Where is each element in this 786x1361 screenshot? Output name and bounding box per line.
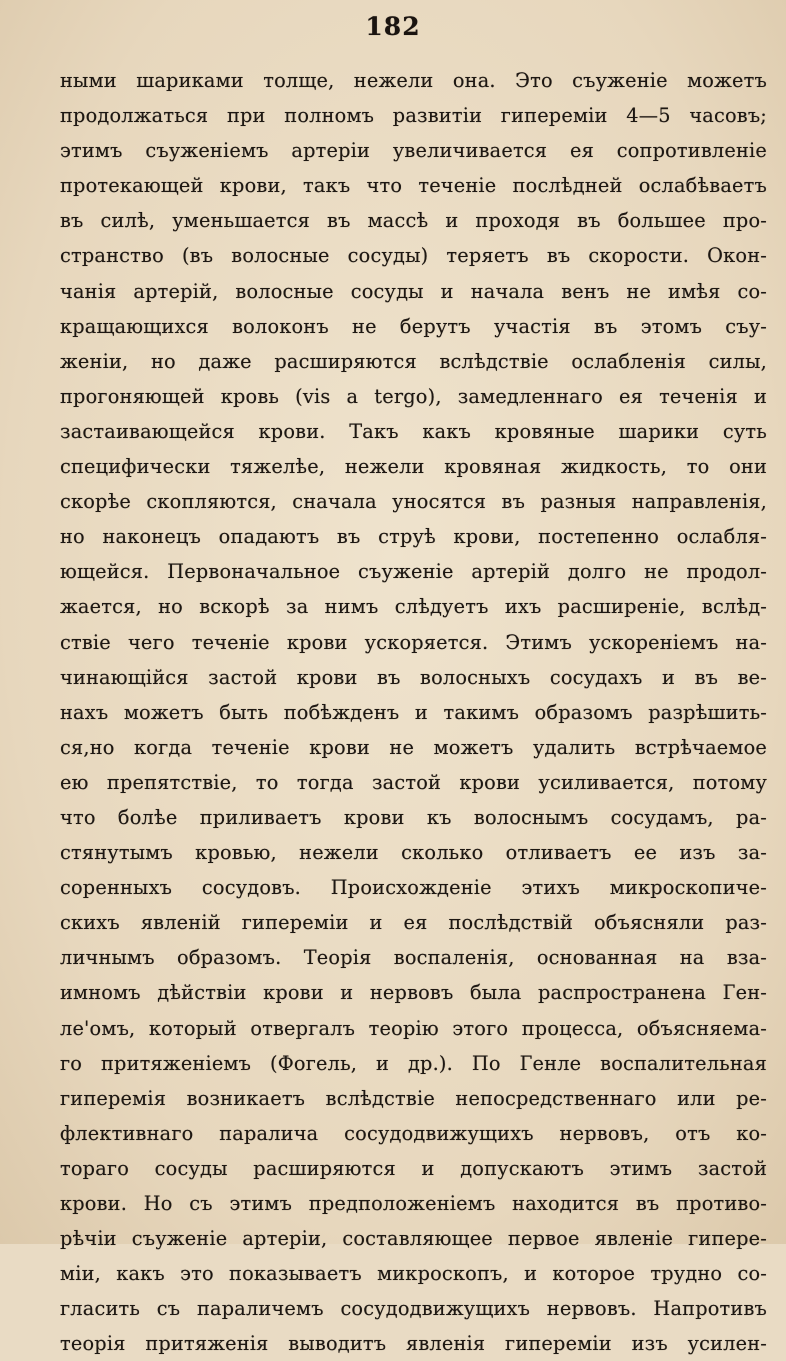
text-line: гиперемія возникаетъ вслѣдствіе непосредственнаго или ре- [60,1086,767,1110]
text-line: но наконецъ опадаютъ въ струѣ крови, постепенно ослабля- [60,525,767,549]
text-line: ными шариками толще, нежели она. Это съуженіе можетъ [60,69,767,92]
text-line: соренныхъ сосудовъ. Происхожденіе этихъ микроскопиче- [60,876,767,900]
text-line: чинающійся застой крови въ волосныхъ сосудахъ и въ ве- [60,665,767,689]
text-line: прогоняющей кровь (vis a tergo), замедленнаго ея теченія и [60,384,767,408]
text-line: женіи, но даже расширяются вслѣдствіе ослабленія силы, [60,349,767,373]
text-line: ющейся. Первоначальное съуженіе артерій долго не продол- [60,560,767,584]
text-line: специфически тяжелѣе, нежели кровяная жидкость, то они [60,455,767,479]
text-line: ле'омъ, который отвергалъ теорію этого процесса, объясняема- [60,1016,767,1040]
text-line: нахъ можетъ быть побѣжденъ и такимъ образомъ разрѣшить- [60,700,767,724]
text-line: ся,но когда теченіе крови не можетъ удалить встрѣчаемое [60,735,767,759]
text-line: крови. Но съ этимъ предположеніемъ находится въ противо- [60,1192,767,1215]
text-line: рѣчіи съуженіе артеріи, составляющее первое явленіе гипере- [60,1227,767,1251]
text-line: странство (въ волосные сосуды) теряетъ въ скорости. Окон- [60,244,767,268]
text-line: чанія артерій, волосные сосуды и начала венъ не имѣя со- [60,279,767,303]
text-line: что болѣе приливаетъ крови къ волоснымъ сосудамъ, ра- [60,805,767,829]
text-line: ствіе чего теченіе крови ускоряется. Этимъ ускореніемъ на- [60,630,767,654]
text-line: имномъ дѣйствіи крови и нервовъ была распространена Ген- [60,981,767,1005]
text-line: ею препятствіе, то тогда застой крови усиливается, потому [60,770,767,794]
text-line: продолжаться при полномъ развитіи гипереміи 4—5 часовъ; [60,104,767,128]
text-line: личнымъ образомъ. Теорія воспаленія, основанная на вза- [60,946,767,970]
text-line: жается, но вскорѣ за нимъ слѣдуетъ ихъ расширеніе, вслѣд- [60,595,767,619]
text-line: тораго сосуды расширяются и допускаютъ этимъ застой [60,1156,767,1180]
text-line: застаивающейся крови. Такъ какъ кровяные шарики суть [60,419,767,443]
text-line: скорѣе скопляются, сначала уносятся въ разныя направленія, [60,490,767,514]
text-line: го притяженіемъ (Фогель, и др.). По Генле воспалительная [60,1051,767,1075]
text-line: міи, какъ это показываетъ микроскопъ, и которое трудно со- [60,1262,767,1286]
text-line: гласить съ параличемъ сосудодвижущихъ нервовъ. Напротивъ [60,1297,767,1321]
text-line: скихъ явленій гипереміи и ея послѣдствій объясняли раз- [60,911,767,935]
text-line: въ силѣ, уменьшается въ массѣ и проходя въ большее про- [60,209,767,233]
page-number: 182 [365,12,421,41]
text-line: этимъ съуженіемъ артеріи увеличивается ея сопротивленіе [60,139,767,163]
text-line: теорія притяженія выводитъ явленія гипереміи изъ усилен- [60,1332,767,1356]
text-line: флективнаго паралича сосудодвижущихъ нервовъ, отъ ко- [60,1121,767,1145]
text-line: кращающихся волоконъ не берутъ участія въ этомъ съу- [60,314,767,338]
body-text [60,63,767,1361]
text-line: протекающей крови, такъ что теченіе послѣдней ослабѣваетъ [60,174,767,198]
text-line: стянутымъ кровью, нежели сколько отливаетъ ее изъ за- [60,841,767,865]
